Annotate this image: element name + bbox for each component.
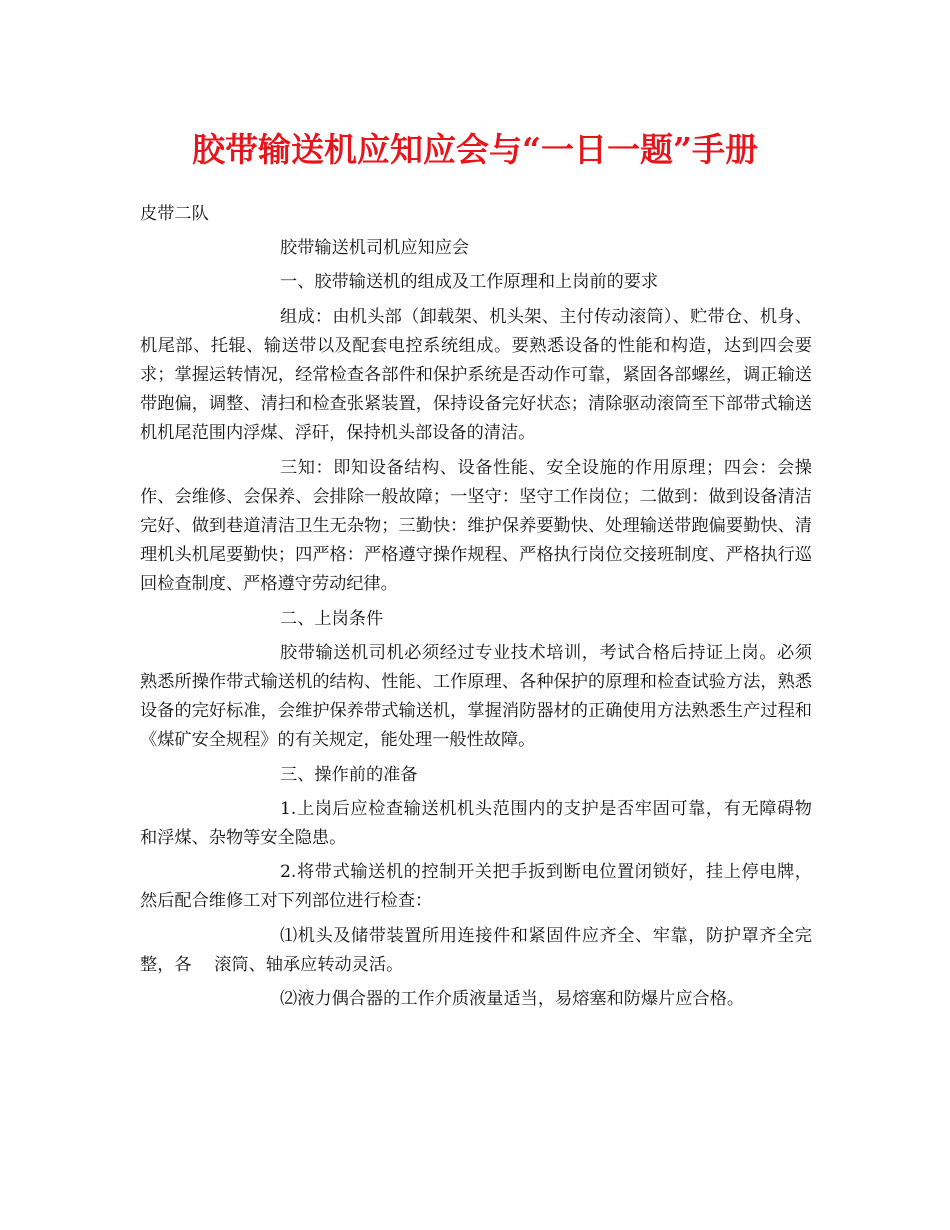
section-heading: 三、操作前的准备 [280,764,418,785]
paragraph: 组成：由机头部（卸载架、机头架、主付传动滚筒）、贮带仓、机身、机尾部、托辊、输送带以及配套电控系统组成。要熟悉设备的性能和构造，达到四会要求；掌握运转情况，经常检查各部件和保护系统是否动作可靠，紧固各部螺丝，调正输送带跑偏，调整、清扫和检查张紧装置，保持设备完好状态；清除驱动滚筒至下部带式输送机机尾范围内浮煤、浮矸，保持机头部设备的清洁。 [140,306,812,444]
paragraph: 胶带输送机司机必须经过专业技术培训，考试合格后持证上岗。必须熟悉所操作带式输送机的结构、性能、工作原理、各种保护的原理和检查试验方法，熟悉设备的完好标准，会维护保养带式输送机，掌握消防器材的正确使用方法熟悉生产过程和《煤矿安全规程》的有关规定，能处理一般性故障。 [140,642,812,751]
team-name: 皮带二队 [140,204,209,224]
section-heading: 二、上岗条件 [280,608,384,629]
list-item: ⑵液力偶合器的工作介质液量适当，易熔塞和防爆片应合格。 [280,989,745,1010]
document-title: 胶带输送机应知应会与“一日一题”手册 [192,130,758,169]
document-body [140,200,812,1014]
list-item: ⑴机头及储带装置所用连接件和紧固件应齐全、牢靠，防护罩齐全完整，各 滚筒、轴承应转动灵活。 [140,925,812,975]
paragraph: 三知：即知设备结构、设备性能、安全设施的作用原理；四会：会操作、会维修、会保养、会排除一般故障；一坚守：坚守工作岗位；二做到：做到设备清洁完好、做到巷道清洁卫生无杂物；三勤快：维护保养要勤快、处理输送带跑偏要勤快、清理机头机尾要勤快；四严格：严格遵守操作规程、严格执行岗位交接班制度、严格执行巡回检查制度、严格遵守劳动纪律。 [140,457,812,595]
section-heading: 胶带输送机司机应知应会 [280,238,470,259]
list-item: 1.上岗后应检查输送机机头范围内的支护是否牢固可靠，有无障碍物和浮煤、杂物等安全隐患。 [140,798,812,849]
section-heading: 一、胶带输送机的组成及工作原理和上岗前的要求 [280,272,659,293]
list-item: 2.将带式输送机的控制开关把手扳到断电位置闭锁好，挂上停电牌，然后配合维修工对下列部位进行检查： [140,862,812,912]
